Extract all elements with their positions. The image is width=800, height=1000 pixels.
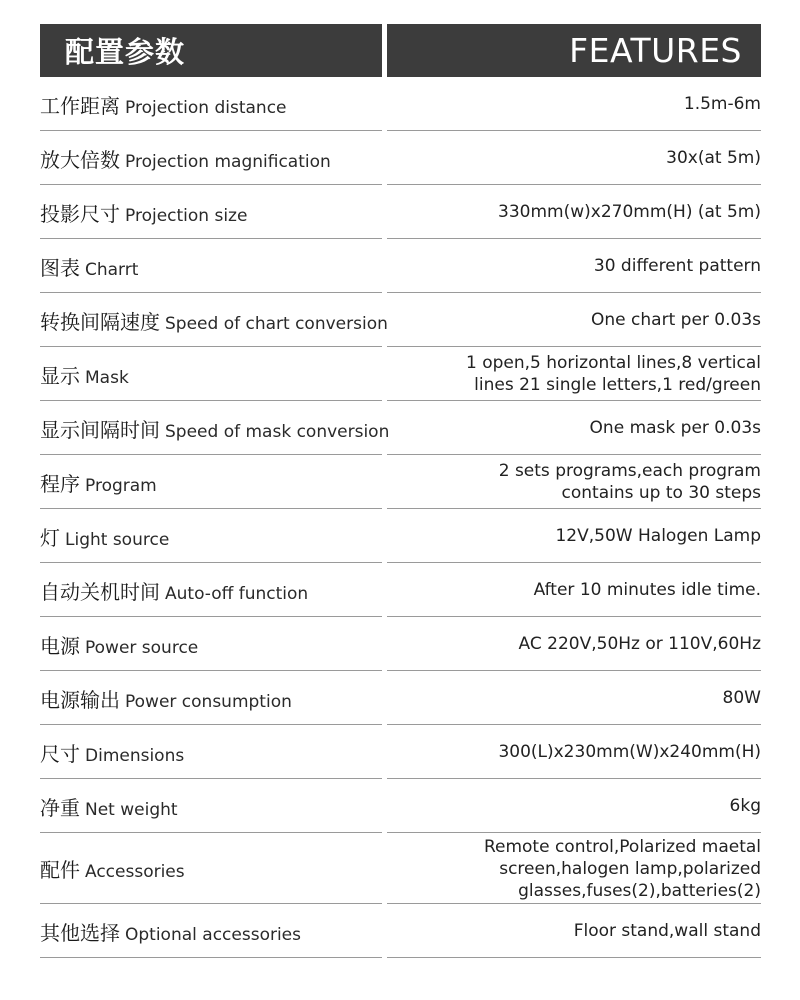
spec-row-auto-off [40,563,761,617]
spec-row-optional-accessories [40,904,761,958]
spec-label-cn: 净重 [40,795,80,820]
spec-label [40,854,185,883]
spec-row-power-source [40,617,761,671]
spec-label [40,684,292,713]
spec-row-projection-distance [40,77,761,131]
spec-label [40,306,388,335]
spec-value: 30 different pattern [593,256,761,276]
spec-value: One mask per 0.03s [589,418,761,438]
spec-label [40,198,247,227]
spec-sheet [40,24,761,958]
spec-value: After 10 minutes idle time. [533,580,761,600]
spec-label-cn: 工作距离 [40,93,120,118]
spec-label-cn: 电源 [40,633,80,658]
header-title-cn: 配置参数 [40,24,382,77]
spec-row-net-weight [40,779,761,833]
spec-label-en: Power source [85,637,199,658]
spec-label [40,576,308,605]
spec-label-en: Projection distance [125,97,287,118]
spec-label-en: Net weight [85,799,178,820]
spec-label [40,360,129,389]
spec-label-en: Light source [65,529,170,550]
spec-value: 30x(at 5m) [666,148,761,168]
spec-label-cn: 尺寸 [40,741,80,766]
spec-label [40,917,301,946]
spec-value: Floor stand,wall stand [573,921,761,941]
spec-label-cn: 转换间隔速度 [40,309,160,334]
spec-label-cn: 显示 [40,363,80,388]
spec-label [40,144,331,173]
spec-label-en: Accessories [85,862,185,882]
spec-label-cn: 程序 [40,471,80,496]
spec-label [40,414,389,443]
spec-label-cn: 自动关机时间 [40,579,160,604]
spec-label-cn: 电源输出 [40,687,120,712]
spec-label-cn: 配件 [40,858,80,882]
spec-label [40,522,169,551]
spec-value: 1 open,5 horizontal lines,8 vertical lines 21 single letters,1 red/green [465,353,761,395]
spec-row-accessories [40,833,761,904]
spec-value: Remote control,Polarized maetal screen,halogen lamp,polarized glasses,fuses(2),batteries(2) [483,836,761,901]
spec-value: One chart per 0.03s [591,310,761,330]
spec-label [40,630,198,659]
header-title-en: FEATURES [387,24,761,77]
spec-label-cn: 其他选择 [40,920,120,945]
spec-value: 330mm(w)x270mm(H) (at 5m) [498,202,761,222]
spec-row-projection-size [40,185,761,239]
spec-label-en: Auto-off function [165,583,309,604]
spec-value: 6kg [729,796,761,816]
spec-row-chart-conversion-speed [40,293,761,347]
spec-label-en: Mask [85,367,129,388]
spec-label-en: Program [85,475,157,496]
spec-header [40,24,761,77]
spec-value: 300(L)x230mm(W)x240mm(H) [498,742,761,762]
spec-row-program [40,455,761,509]
spec-table [40,77,761,958]
spec-label-en: Projection size [125,205,248,226]
spec-value: 80W [722,688,761,708]
spec-label-cn: 投影尺寸 [40,201,120,226]
spec-label-cn: 放大倍数 [40,147,120,172]
spec-value: 12V,50W Halogen Lamp [555,526,761,546]
spec-label-cn: 显示间隔时间 [40,417,160,442]
spec-label-en: Speed of chart conversion [165,313,388,334]
spec-label [40,252,138,281]
spec-label-en: Charrt [85,259,139,280]
spec-value: 1.5m-6m [683,94,761,114]
spec-value: AC 220V,50Hz or 110V,60Hz [518,634,761,654]
spec-label-cn: 图表 [40,255,80,280]
spec-row-power-consumption [40,671,761,725]
spec-label-en: Optional accessories [125,924,301,945]
spec-label-en: Projection magnification [125,151,331,172]
spec-label [40,468,157,497]
spec-label-en: Dimensions [85,745,185,766]
spec-row-chart [40,239,761,293]
spec-label-en: Power consumption [125,691,292,712]
spec-label-cn: 灯 [40,525,60,550]
spec-row-dimensions [40,725,761,779]
spec-row-mask [40,347,761,401]
spec-row-light-source [40,509,761,563]
spec-row-projection-magnification [40,131,761,185]
spec-label [40,738,184,767]
spec-value: 2 sets programs,each program contains up to 30 steps [498,461,761,503]
spec-label-en: Speed of mask conversion [165,421,390,442]
spec-label [40,90,287,119]
spec-row-mask-conversion-speed [40,401,761,455]
spec-label [40,792,178,821]
